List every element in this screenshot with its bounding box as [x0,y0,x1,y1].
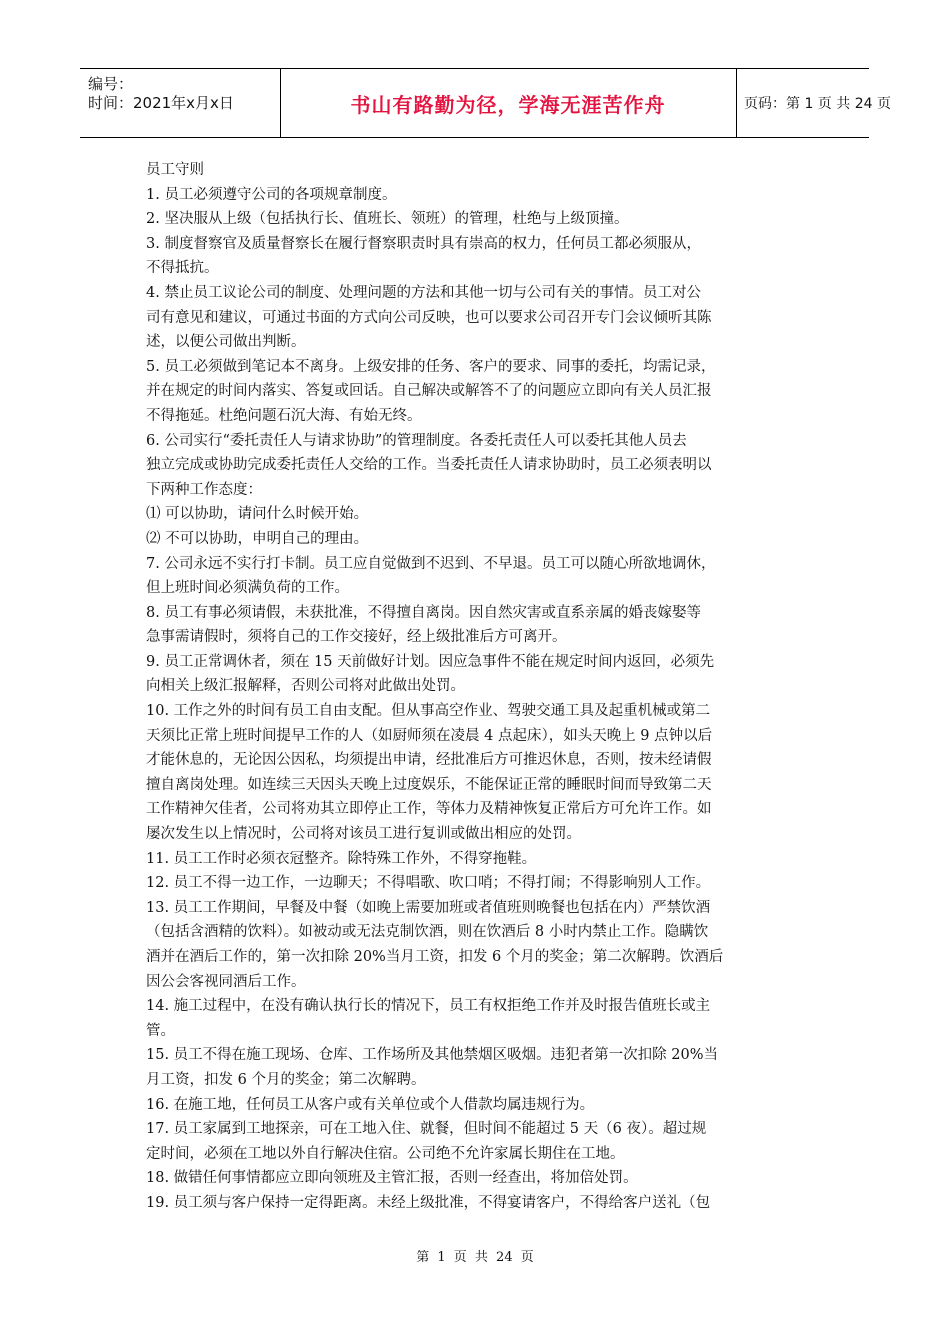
body-text-line: （包括含酒精的饮料）。如被动或无法克制饮酒，则在饮酒后 8 小时内禁止工作。隐瞒饮 [146,924,709,941]
document-title: 员工守则 [146,162,204,178]
header-page-cell [736,69,891,137]
body-text-line: 10. 工作之外的时间有员工自由支配。但从事高空作业、驾驶交通工具及起重机械或第二 [146,703,711,720]
body-text-line: 月工资，扣发 6 个月的奖金；第二次解聘。 [146,1071,426,1088]
body-text-line: 述，以便公司做出判断。 [146,334,306,351]
body-text-line: 擅自离岗处理。如连续三天因头天晚上过度娱乐，不能保证正常的睡眠时间而导致第二天 [146,776,712,793]
body-text-line: 6. 公司实行“委托责任人与请求协助”的管理制度。各委托责任人可以委托其他人员去 [146,432,687,449]
body-text-line: 19. 员工须与客户保持一定得距离。未经上级批准，不得宴请客户，不得给客户送礼（包 [146,1194,711,1211]
body-text-line: 但上班时间必须满负荷的工作。 [146,580,349,597]
body-text-line: 11. 员工工作时必须衣冠整齐。除特殊工作外，不得穿拖鞋。 [146,850,537,867]
body-text-line: 12. 员工不得一边工作，一边聊天；不得唱歌、吹口哨；不得打闹；不得影响别人工作。 [146,875,711,892]
body-text-line: 13. 员工工作期间，早餐及中餐（如晚上需要加班或者值班则晚餐也包括在内）严禁饮酒 [146,899,711,916]
body-text-line: 5. 员工必须做到笔记本不离身。上级安排的任务、客户的要求、同事的委托，均需记录， [146,358,716,375]
body-text-line: 向相关上级汇报解释，否则公司将对此做出处罚。 [146,678,465,695]
header-motto: 书山有路勤为径，学海无涯苦作舟 [350,92,666,117]
page-header [80,68,891,138]
body-text-line: 17. 员工家属到工地探亲，可在工地入住、就餐，但时间不能超过 5 天（6 夜）。超过规 [146,1121,707,1138]
body-text-line: 不得抵抗。 [146,260,219,277]
body-text-line: 18. 做错任何事情都应立即向领班及主管汇报，否则一经查出，将加倍处罚。 [146,1170,638,1187]
body-text-line: 7. 公司永远不实行打卡制。员工应自觉做到不迟到、不早退。员工可以随心所欲地调休， [146,555,716,572]
document-number-label: 编号： [88,75,134,93]
body-text-line: 天须比正常上班时间提早工作的人（如厨师须在凌晨 4 点起床），如头天晚上 9 点钟以后 [146,727,713,744]
document-date-label: 时间：2021年x月x日 [88,94,234,112]
header-page-code: 页码：第 1 页 共 24 页 [744,96,891,112]
body-text-line: 急事需请假时，须将自己的工作交接好，经上级批准后方可离开。 [146,629,567,646]
body-text-line: 司有意见和建议，可通过书面的方式向公司反映，也可以要求公司召开专门会议倾听其陈 [146,309,712,326]
body-text-line: 工作精神欠佳者，公司将劝其立即停止工作，等体力及精神恢复正常后方可允许工作。如 [146,801,712,818]
body-text-line: 15. 员工不得在施工现场、仓库、工作场所及其他禁烟区吸烟。违犯者第一次扣除 20%当 [146,1047,719,1064]
body-text-line: 屡次发生以上情况时，公司将对该员工进行复训或做出相应的处罚。 [146,826,581,843]
body-text-line: 16. 在施工地，任何员工从客户或有关单位或个人借款均属违规行为。 [146,1096,595,1113]
body-text-line: 14. 施工过程中，在没有确认执行长的情况下，员工有权拒绝工作并及时报告值班长或主 [146,998,711,1015]
header-motto-cell [280,69,737,137]
body-text-line: 才能休息的，无论因公因私，均须提出申请，经批准后方可推迟休息，否则，按未经请假 [146,752,712,769]
body-text-line: 4. 禁止员工议论公司的制度、处理问题的方法和其他一切与公司有关的事情。员工对公 [146,284,701,301]
body-text-line: 独立完成或协助完成委托责任人交给的工作。当委托责任人请求协助时，员工必须表明以 [146,457,712,474]
body-text-line: 管。 [146,1022,175,1039]
body-text-line: 2. 坚决服从上级（包括执行长、值班长、领班）的管理，杜绝与上级顶撞。 [146,211,629,228]
body-text-line: 9. 员工正常调休者，须在 15 天前做好计划。因应急事件不能在规定时间内返回，必须先 [146,653,715,670]
body-text-line: 定时间，必须在工地以外自行解决住宿。公司绝不允许家属长期住在工地。 [146,1145,625,1162]
body-text-line: 酒并在酒后工作的，第一次扣除 20%当月工资，扣发 6 个月的奖金；第二次解聘。饮酒后 [146,949,724,965]
document-body [146,158,810,1216]
body-text-line: 并在规定的时间内落实、答复或回话。自己解决或解答不了的问题应立即向有关人员汇报 [146,383,712,400]
body-text-line: ⑴ 可以协助，请问什么时候开始。 [146,506,369,523]
page-footer: 第 1 页 共 24 页 [416,1250,534,1265]
body-text-line: 因公会客视同酒后工作。 [146,973,306,990]
body-text-line: 下两种工作态度： [146,481,262,498]
header-info-cell [80,69,281,137]
body-text-line: 不得拖延。杜绝问题石沉大海、有始无终。 [146,407,422,424]
body-text-line: 3. 制度督察官及质量督察长在履行督察职责时具有崇高的权力，任何员工都必须服从， [146,235,701,252]
body-text-line: ⑵ 不可以协助，申明自己的理由。 [146,530,369,547]
body-text-line: 8. 员工有事必须请假，未获批准，不得擅自离岗。因自然灾害或直系亲属的婚丧嫁娶等 [146,604,701,621]
body-text-line: 1. 员工必须遵守公司的各项规章制度。 [146,186,397,203]
